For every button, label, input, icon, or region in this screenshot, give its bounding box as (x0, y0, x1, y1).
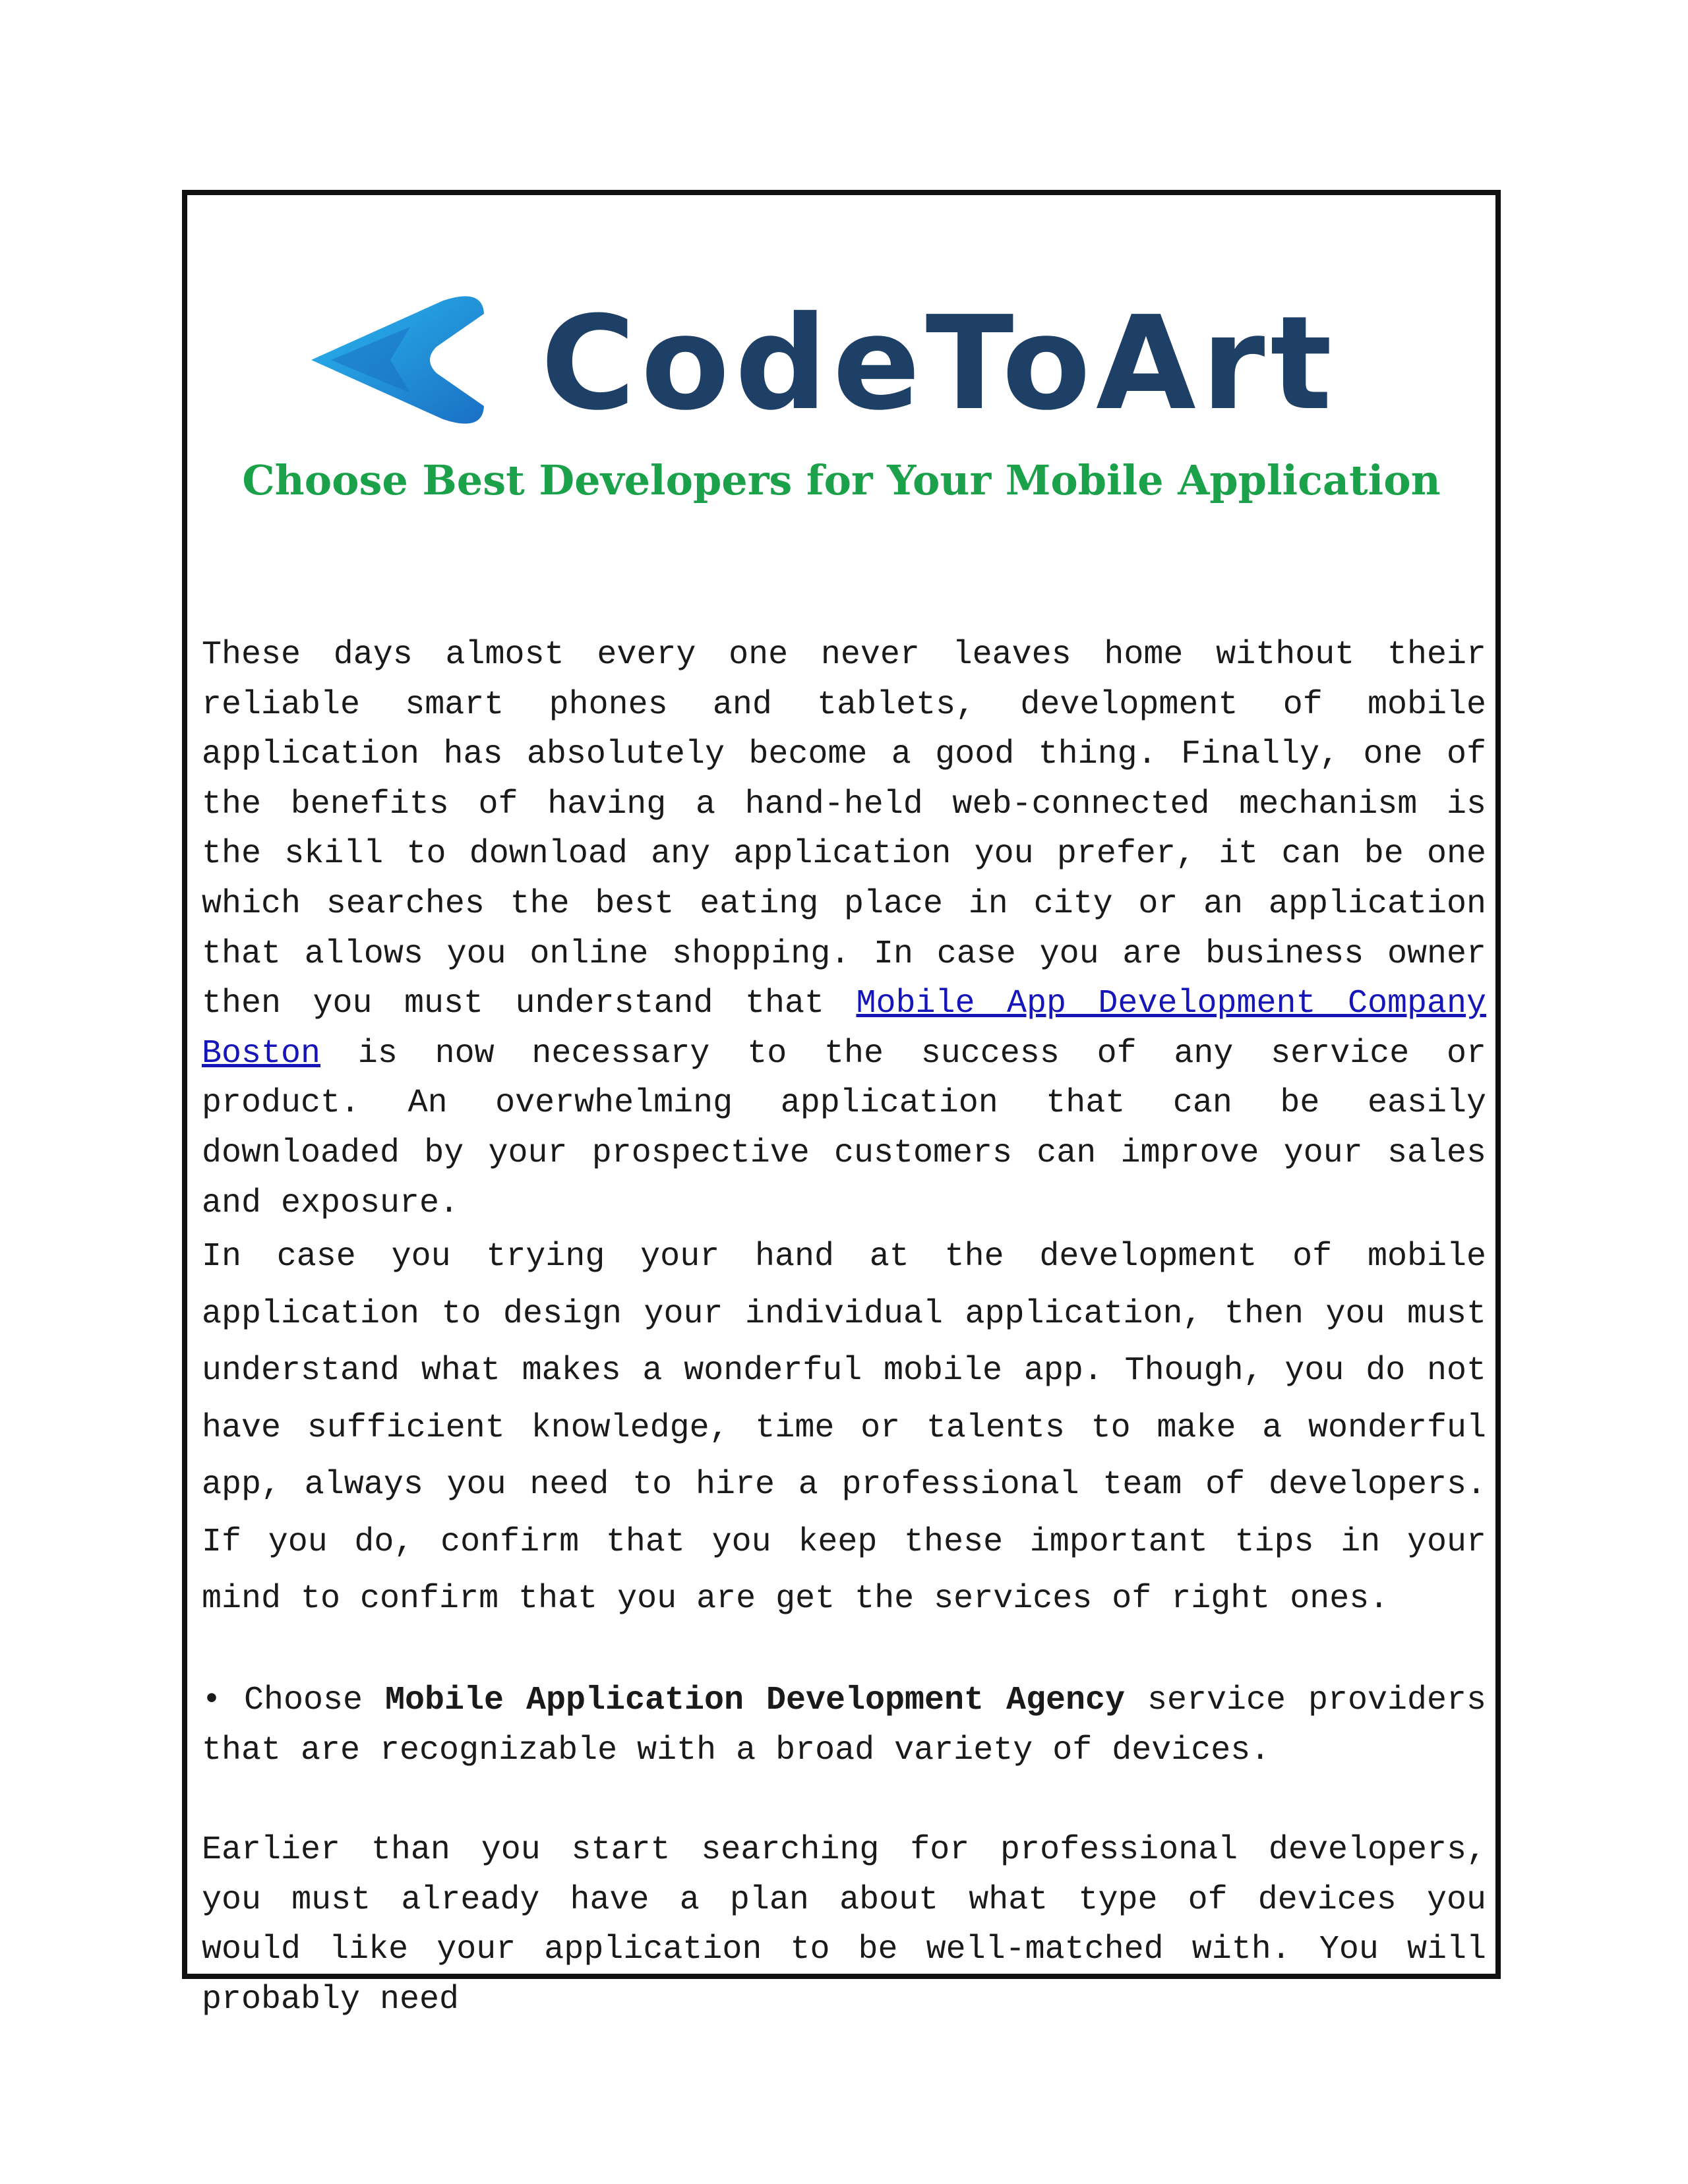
logo-text: CodeToArt (541, 289, 1338, 439)
bullet-text-end: service providers that are recognizable with a broad variety of devices. (202, 1682, 1487, 1769)
company-logo (311, 287, 1406, 439)
bullet-item (202, 1676, 1486, 1775)
codetoart-chevron-logo-icon (311, 287, 509, 432)
document-title: Choose Best Developers for Your Mobile Application (242, 456, 1441, 504)
document-page (182, 190, 1501, 2019)
paragraph-hiring: In case you trying your hand at the development of mobile application to design your individual application, then you must understand what makes a wonderful mobile app. Though, you do not have sufficient knowledge, time or talents to make a wonderful app, always you need to hire a professional team of developers. If you do, confirm that you keep these important tips in your mind to confirm that you are get the services of right ones. (202, 1238, 1486, 1618)
paragraph-devices: Earlier than you start searching for professional developers, you must already have a plan about what type of devices you would like your application to be well-matched with. You will probably need (202, 1831, 1486, 2019)
mobile-app-development-link[interactable]: Mobile App Development Company Boston (202, 985, 1486, 1073)
paragraph-intro-text: These days almost every one never leaves home without their reliable smart phones and tablets, development of mobile application has absolutely become a good thing. Finally, one of the benefits of having a hand-held web-connected mechanism is the skill to download any application you prefer, it can be one which searches the best eating place in city or an application that allows you online shopping. In case you are business owner then you must understand that (202, 636, 1486, 1023)
bullet-bold-phrase: Mobile Application Development Agency (384, 1682, 1126, 1719)
paragraph-intro-text-end: is now necessary to the success of any service or product. An overwhelming application that can be easily downloaded by your prospective customers can improve your sales and exposure. (202, 1034, 1486, 1222)
bullet-text-start: Choose (222, 1682, 385, 1719)
paragraph-intro (202, 630, 1486, 1228)
bullet-marker: • (202, 1682, 222, 1719)
